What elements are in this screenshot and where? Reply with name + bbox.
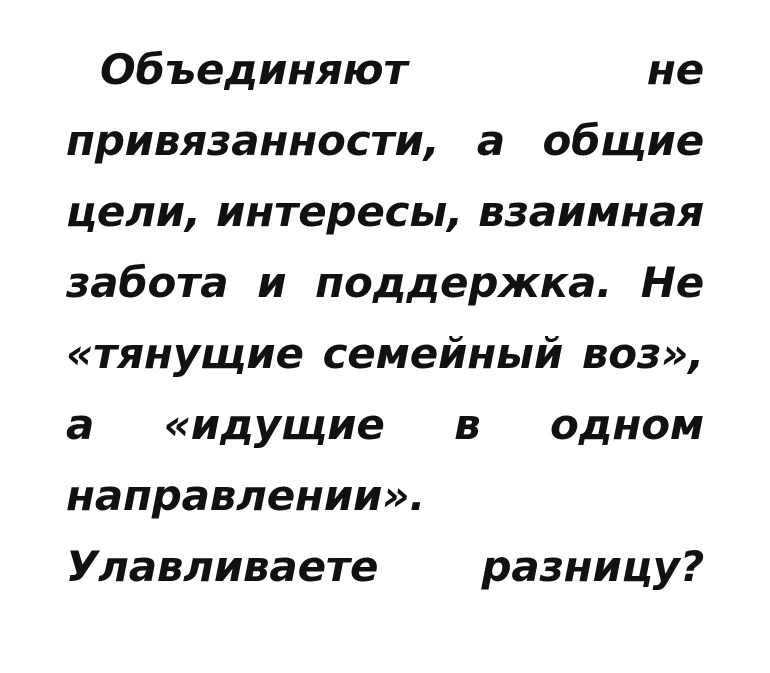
quote-paragraph: Объединяют не привязанности, а общие цели, интересы, взаимная забота и поддержка. Не «тянущие семейный воз», а «идущие в одном направлении». Улавливаете разницу? <box>66 45 704 591</box>
